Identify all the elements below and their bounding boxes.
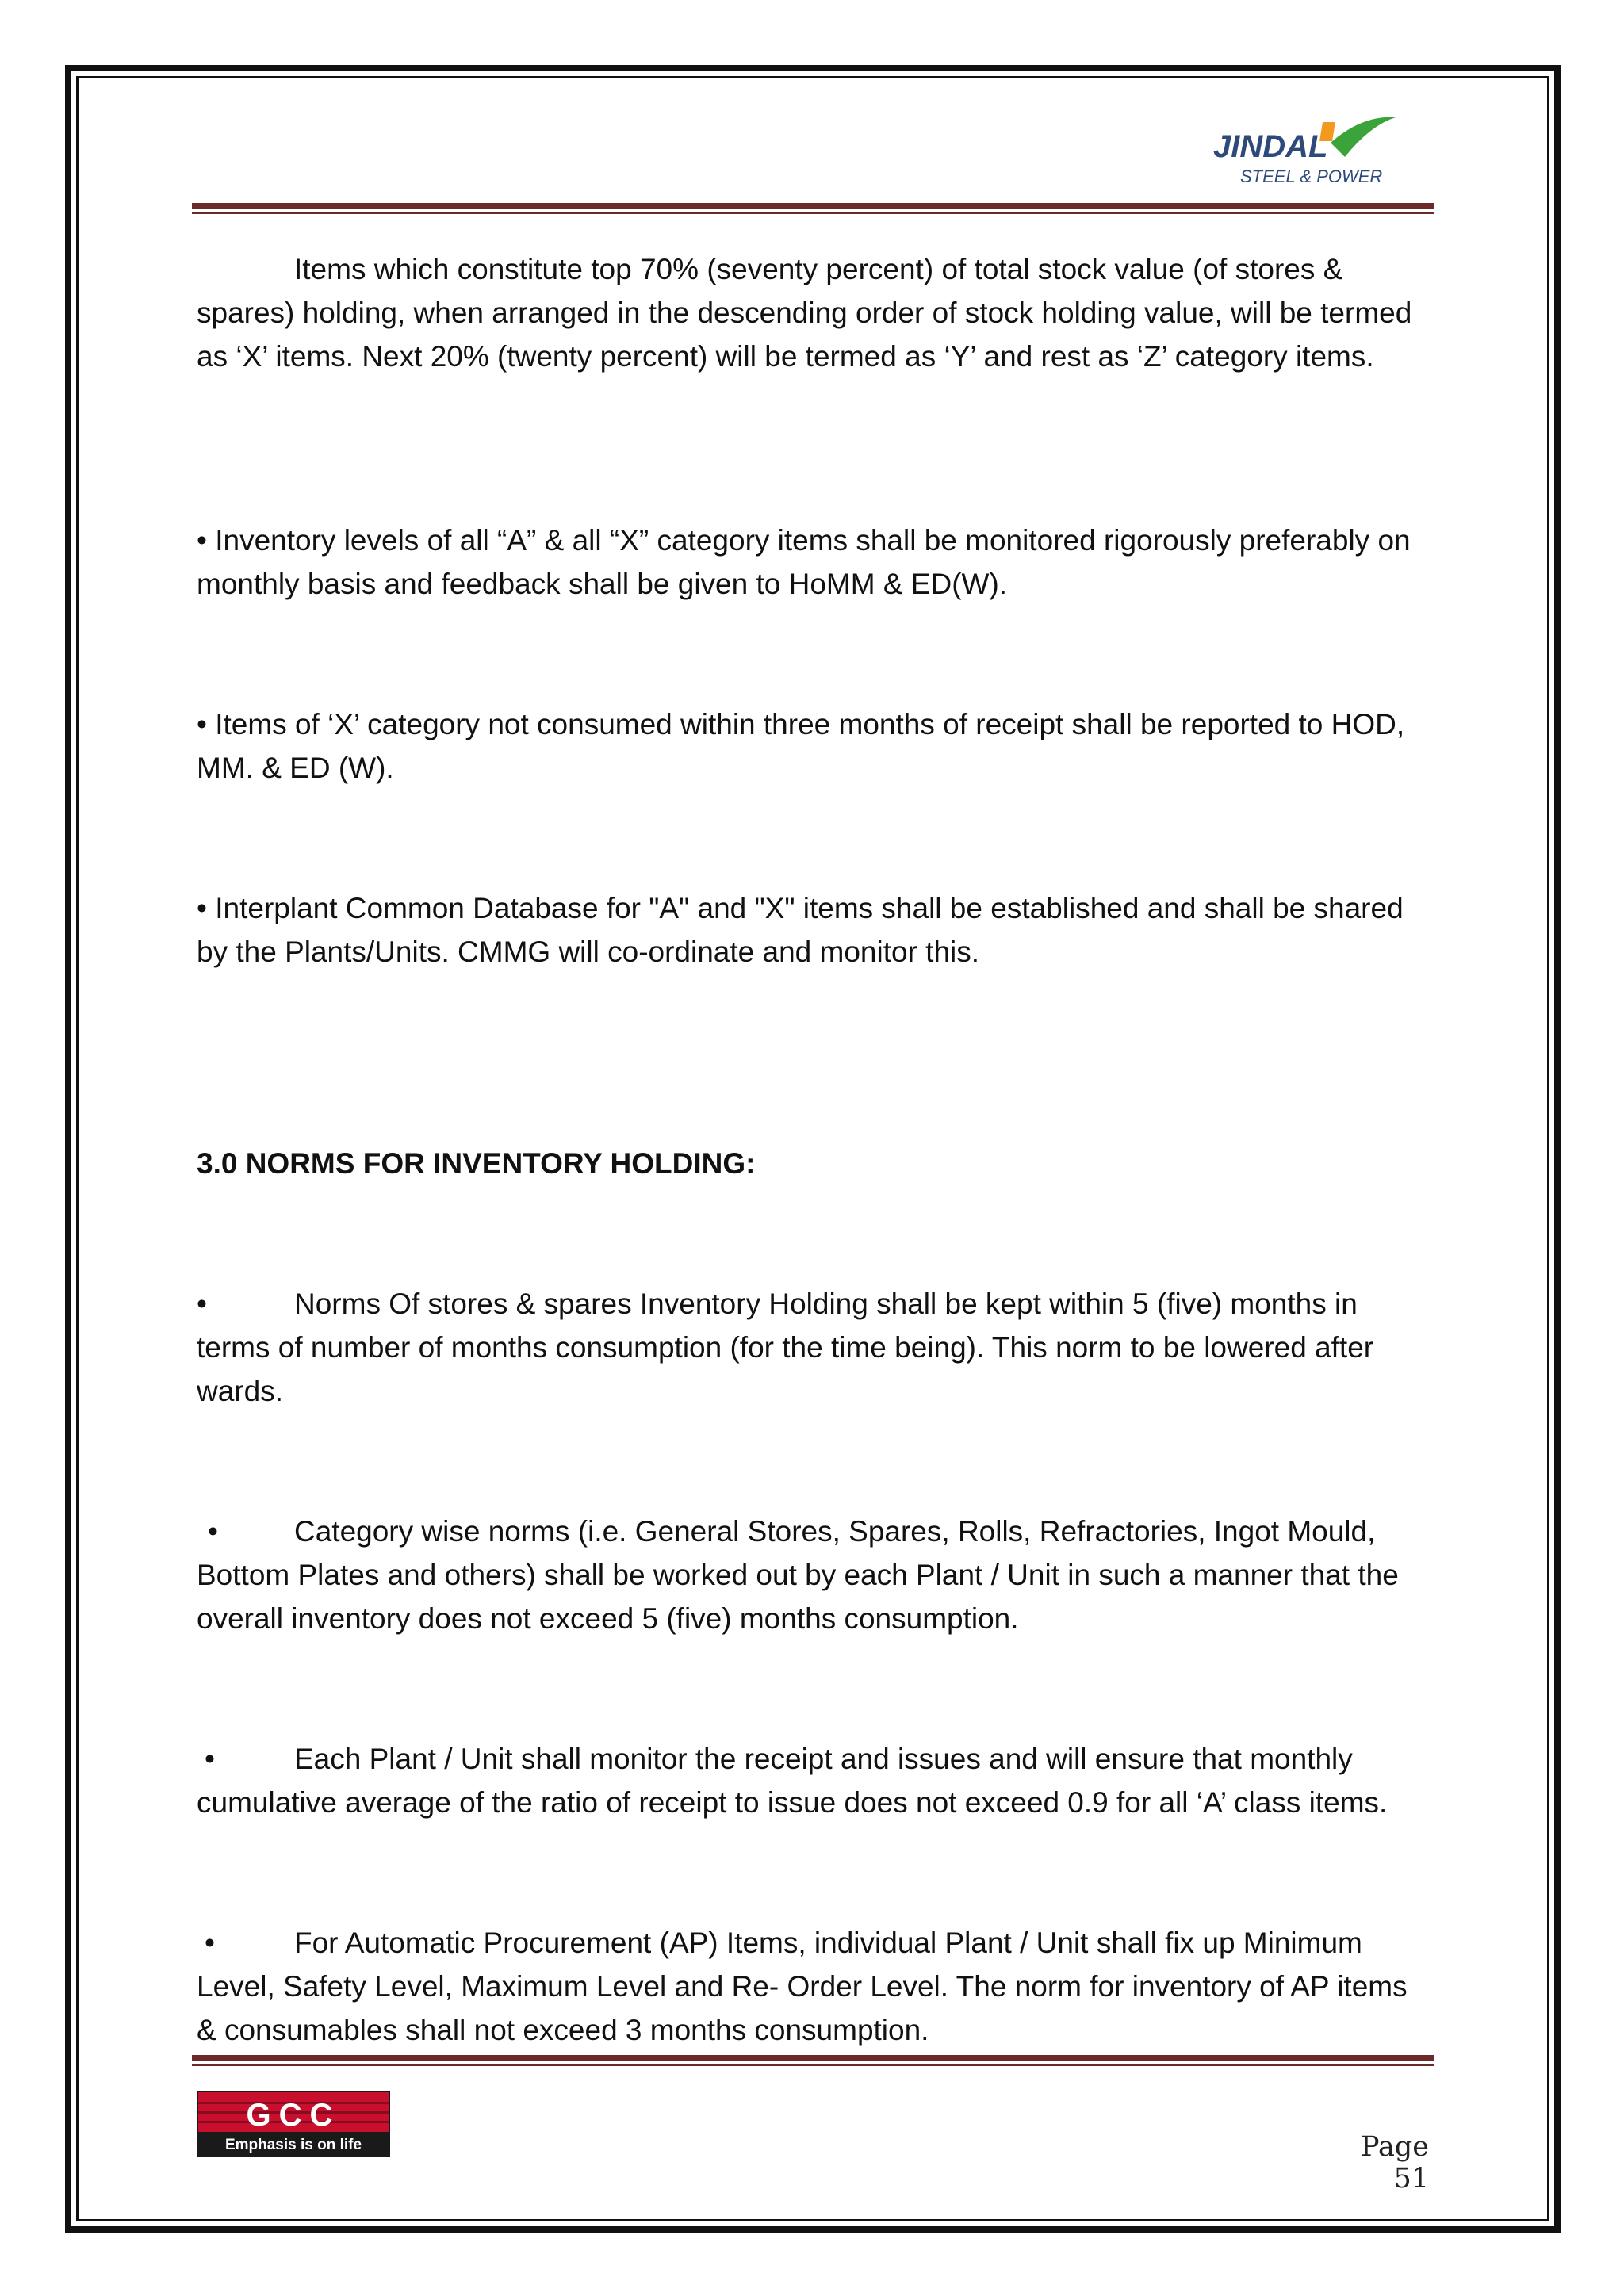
bullet-x-category-unconsumed: • Items of ‘X’ category not consumed within three months of receipt shall be reported to HOD, MM. & ED (W). <box>197 708 1405 784</box>
header-rule <box>192 203 1434 214</box>
bullet-marker: • <box>208 1515 218 1548</box>
bullet-marker: • <box>205 1927 215 1959</box>
jindal-logo-text: JINDAL <box>1213 129 1328 164</box>
jindal-swoosh-green <box>1331 117 1396 157</box>
norm-text-3: Each Plant / Unit shall monitor the receipt and issues and will ensure that monthly cumulative average of the ratio of receipt to issue does not exceed 0.9 for all ‘A’ class items. <box>197 1743 1388 1819</box>
page-content <box>197 247 1434 2052</box>
bullet-interplant-database: • Interplant Common Database for "A" and "X" items shall be established and shall be shared by the Plants/Units. CMMG will co-ordinate and monitor this. <box>197 892 1404 968</box>
gcc-logo-text: GCC <box>246 2098 341 2133</box>
bullet-marker: • <box>197 1288 207 1320</box>
bullet-monitoring-levels: • Inventory levels of all “A” & all “X” category items shall be monitored rigorously preferably on monthly basis and feedback shall be given to HoMM & ED(W). <box>197 524 1411 600</box>
jindal-logo-subtext: STEEL & POWER <box>1240 166 1383 186</box>
paragraph-xyz-definition: Items which constitute top 70% (seventy percent) of total stock value (of stores & spares) holding, when arranged in the descending order of stock holding value, will be termed as ‘X’ items. Next 20% (twenty percent) will be termed as ‘Y’ and rest as ‘Z’ category items. <box>197 253 1412 373</box>
jindal-logo <box>1212 111 1402 187</box>
page-number: Page 51 <box>1361 2131 1429 2195</box>
norm-item-3 <box>197 1737 1434 1824</box>
bullet-marker: • <box>205 1743 215 1775</box>
gcc-tagline: Emphasis is on life <box>224 2137 362 2153</box>
section-heading: 3.0 NORMS FOR INVENTORY HOLDING: <box>197 1147 756 1180</box>
norm-item-1 <box>197 1282 1434 1413</box>
norm-item-4 <box>197 1921 1434 2052</box>
norm-item-2 <box>197 1510 1434 1640</box>
footer-rule <box>192 2055 1434 2066</box>
norm-text-1: Norms Of stores & spares Inventory Holding shall be kept within 5 (five) months in terms of number of months consumption (for the time being). This norm to be lowered after wards. <box>197 1288 1374 1407</box>
norm-text-4: For Automatic Procurement (AP) Items, individual Plant / Unit shall fix up Minimum Level, Safety Level, Maximum Level and Re- Order Level. The norm for inventory of AP items & consumables shall not exceed 3 months consumption. <box>197 1927 1408 2046</box>
norm-text-2: Category wise norms (i.e. General Stores, Spares, Rolls, Refractories, Ingot Mould, Bottom Plates and others) shall be worked out by each Plant / Unit in such a manner that the overall inventory does not exceed 5 (five) months consumption. <box>197 1515 1399 1635</box>
gcc-logo <box>197 2091 390 2157</box>
